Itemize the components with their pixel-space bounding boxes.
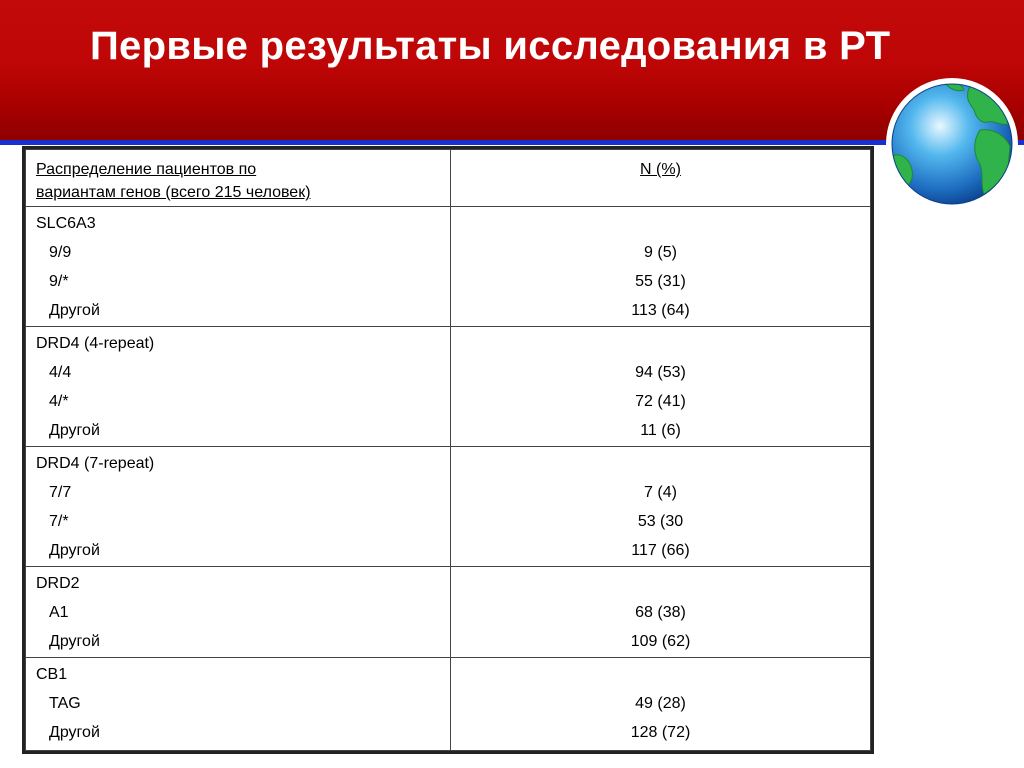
- table-row: [26, 658, 871, 751]
- variant-value: 9 (5): [644, 244, 677, 261]
- header-left-line1: Распределение пациентов по: [36, 161, 257, 178]
- globe-icon: [884, 76, 1020, 212]
- gene-name: DRD2: [36, 575, 80, 592]
- gene-name: CB1: [36, 666, 68, 683]
- header-left-line2: вариантам генов (всего 215 человек): [36, 184, 311, 201]
- variant-value: 49 (28): [635, 695, 686, 712]
- variant-value: 117 (66): [631, 542, 690, 559]
- variant-label: Другой: [49, 422, 100, 439]
- variant-value: 72 (41): [635, 393, 686, 410]
- variant-value: 128 (72): [630, 724, 691, 741]
- variant-value: 7 (4): [644, 484, 677, 501]
- variant-label: TAG: [49, 695, 81, 712]
- variant-label: 7/7: [49, 484, 72, 501]
- variant-label: Другой: [49, 724, 100, 741]
- variant-label: Другой: [49, 302, 100, 319]
- header-n-percent: N (%): [640, 161, 681, 178]
- header-right-cell: [451, 150, 871, 207]
- variant-value: 53 (30: [637, 513, 684, 530]
- table-row: [26, 447, 871, 567]
- variant-value: 68 (38): [635, 604, 686, 621]
- variant-label: 9/9: [49, 244, 72, 261]
- variant-label: A1: [49, 604, 69, 621]
- variant-value: 113 (64): [631, 302, 690, 319]
- variant-label: 7/*: [49, 513, 69, 530]
- variant-label: Другой: [49, 633, 100, 650]
- variant-value: 55 (31): [635, 273, 686, 290]
- variant-label: 4/4: [49, 364, 72, 381]
- accent-divider: [0, 140, 1024, 145]
- gene-name: SLC6A3: [36, 215, 96, 232]
- gene-name: DRD4 (7-repeat): [36, 455, 155, 472]
- variant-label: Другой: [49, 542, 100, 559]
- variant-value: 94 (53): [635, 364, 686, 381]
- table-row: [26, 207, 871, 327]
- variant-value: 109 (62): [630, 633, 691, 650]
- table-row: [26, 327, 871, 447]
- page-title: Первые результаты исследования в РТ: [90, 24, 891, 68]
- header-left-cell: [26, 150, 451, 207]
- table-row: [26, 567, 871, 658]
- variant-label: 9/*: [49, 273, 69, 290]
- header-bar: [0, 0, 1024, 140]
- gene-name: DRD4 (4-repeat): [36, 335, 155, 352]
- variant-label: 4/*: [49, 393, 69, 410]
- variant-value: 11 (6): [640, 422, 681, 439]
- results-table: [22, 146, 874, 754]
